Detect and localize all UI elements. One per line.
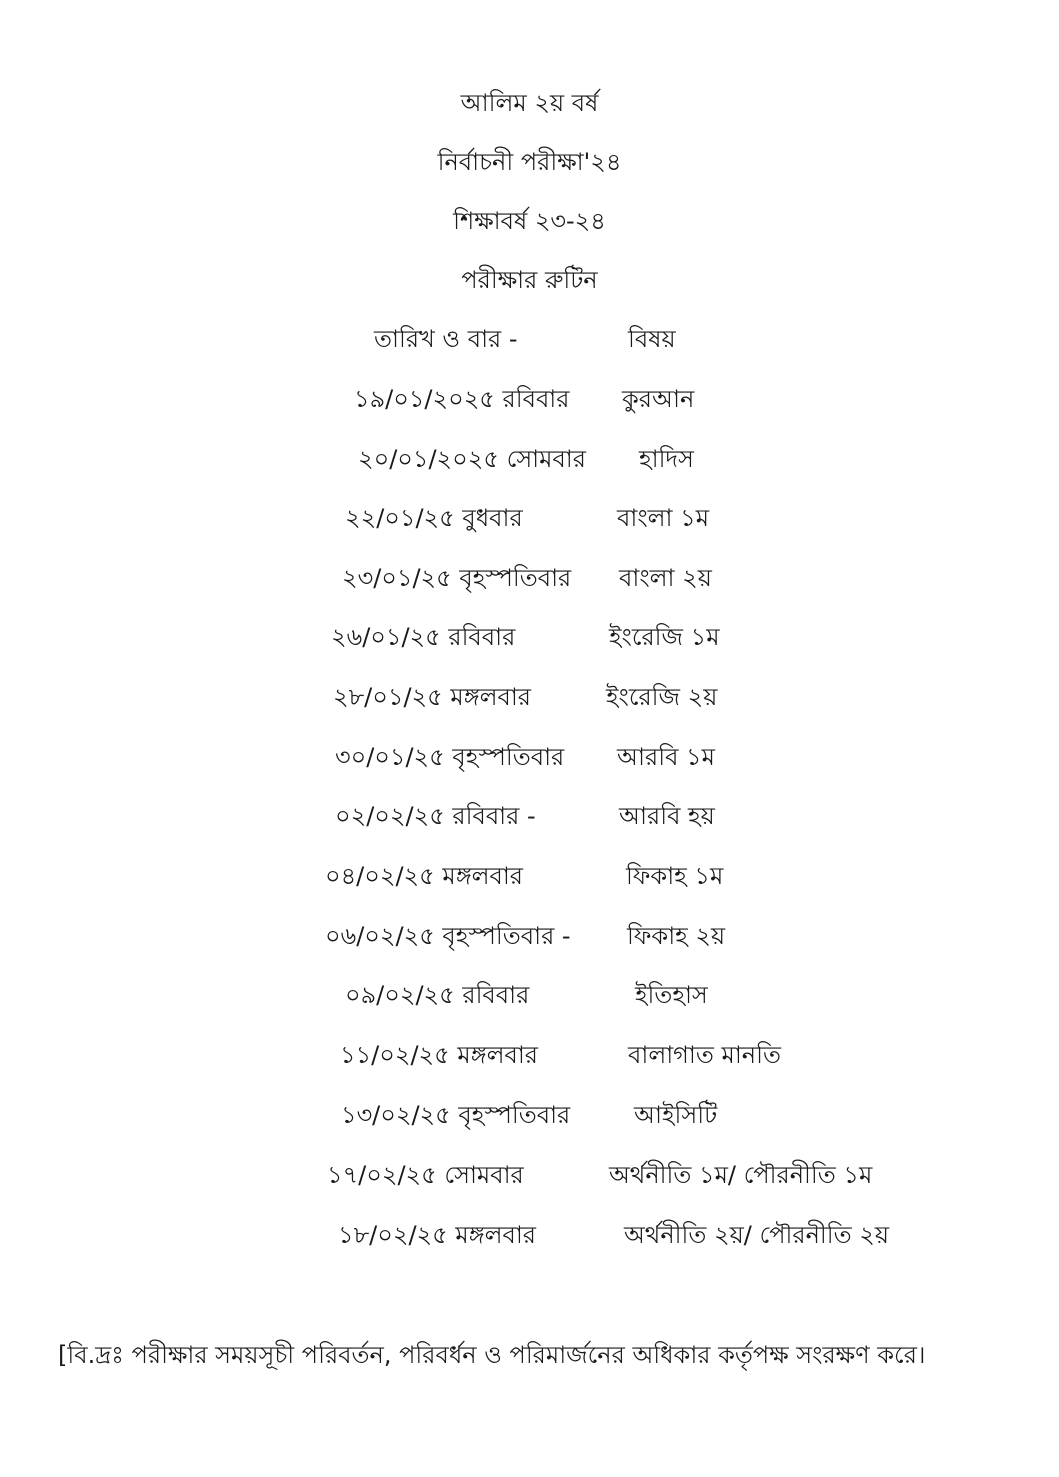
table-row	[0, 742, 1059, 772]
table-row	[0, 1160, 1059, 1190]
exam-name-heading: নির্বাচনী পরীক্ষা'২৪	[437, 148, 622, 176]
row-date: ১৯/০১/২০২৫ রবিবার	[354, 385, 570, 413]
row-subject: অর্থনীতি ১ম/ পৌরনীতি ১ম	[609, 1161, 873, 1189]
row-subject: আরবি ১ম	[617, 743, 715, 771]
row-date: ২৩/০১/২৫ বৃহস্পতিবার	[342, 564, 572, 592]
table-row	[0, 1100, 1059, 1130]
date-column-header: তারিখ ও বার -	[374, 325, 518, 353]
row-subject: বাংলা ১ম	[617, 504, 710, 532]
row-date: ২৬/০১/২৫ রবিবার	[331, 623, 516, 651]
table-row	[0, 921, 1059, 951]
subject-column-header: বিষয়	[628, 325, 676, 353]
row-subject: ইংরেজি ১ম	[609, 623, 720, 651]
row-date: ৩০/০১/২৫ বৃহস্পতিবার	[335, 743, 565, 771]
table-row	[0, 980, 1059, 1010]
row-date: ০২/০২/২৫ রবিবার -	[335, 802, 536, 830]
row-subject: ফিকাহ ২য়	[627, 922, 726, 950]
table-row	[0, 682, 1059, 712]
row-date: ১৭/০২/২৫ সোমবার	[327, 1161, 524, 1189]
table-header-row	[0, 324, 1059, 354]
row-date: ২৮/০১/২৫ মঙ্গলবার	[333, 683, 531, 711]
row-date: ২০/০১/২০২৫ সোমবার	[358, 445, 586, 473]
row-date: ১১/০২/২৫ মঙ্গলবার	[340, 1041, 538, 1069]
class-name-heading: আলিম ২য় বর্ষ	[460, 89, 599, 117]
row-date: ০৯/০২/২৫ রবিবার	[345, 981, 530, 1009]
row-subject: অর্থনীতি ২য়/ পৌরনীতি ২য়	[624, 1221, 890, 1249]
table-row	[0, 563, 1059, 593]
row-subject: হাদিস	[639, 445, 694, 473]
row-subject: বালাগাত মানতি	[628, 1041, 781, 1069]
row-date: ০৪/০২/২৫ মঙ্গলবার	[325, 862, 524, 890]
table-row	[0, 861, 1059, 891]
session-heading: শিক্ষাবর্ষ ২৩-২৪	[453, 207, 606, 235]
row-subject: কুরআন	[622, 385, 695, 413]
row-date: ০৬/০২/২৫ বৃহস্পতিবার -	[325, 922, 571, 950]
row-date: ১৩/০২/২৫ বৃহস্পতিবার	[341, 1101, 571, 1129]
row-subject: ইংরেজি ২য়	[606, 683, 718, 711]
table-row	[0, 503, 1059, 533]
row-subject: ফিকাহ ১ম	[626, 862, 724, 890]
row-subject: ইতিহাস	[635, 981, 708, 1009]
row-subject: আরবি হয়	[619, 802, 715, 830]
table-row	[0, 1220, 1059, 1250]
table-row	[0, 384, 1059, 414]
table-row	[0, 622, 1059, 652]
table-row	[0, 1040, 1059, 1070]
table-row	[0, 801, 1059, 831]
routine-title: পরীক্ষার রুটিন	[461, 266, 598, 294]
row-date: ১৮/০২/২৫ মঙ্গলবার	[338, 1221, 536, 1249]
row-subject: আইসিটি	[634, 1101, 718, 1129]
row-date: ২২/০১/২৫ বুধবার	[345, 504, 523, 532]
footer-note: [বি.দ্রঃ পরীক্ষার সময়সূচী পরিবর্তন, পরিবর্ধন ও পরিমার্জনের অধিকার কর্তৃপক্ষ সংরক্ষণ করে।	[58, 1341, 926, 1369]
row-subject: বাংলা ২য়	[619, 564, 712, 592]
table-row	[0, 444, 1059, 474]
